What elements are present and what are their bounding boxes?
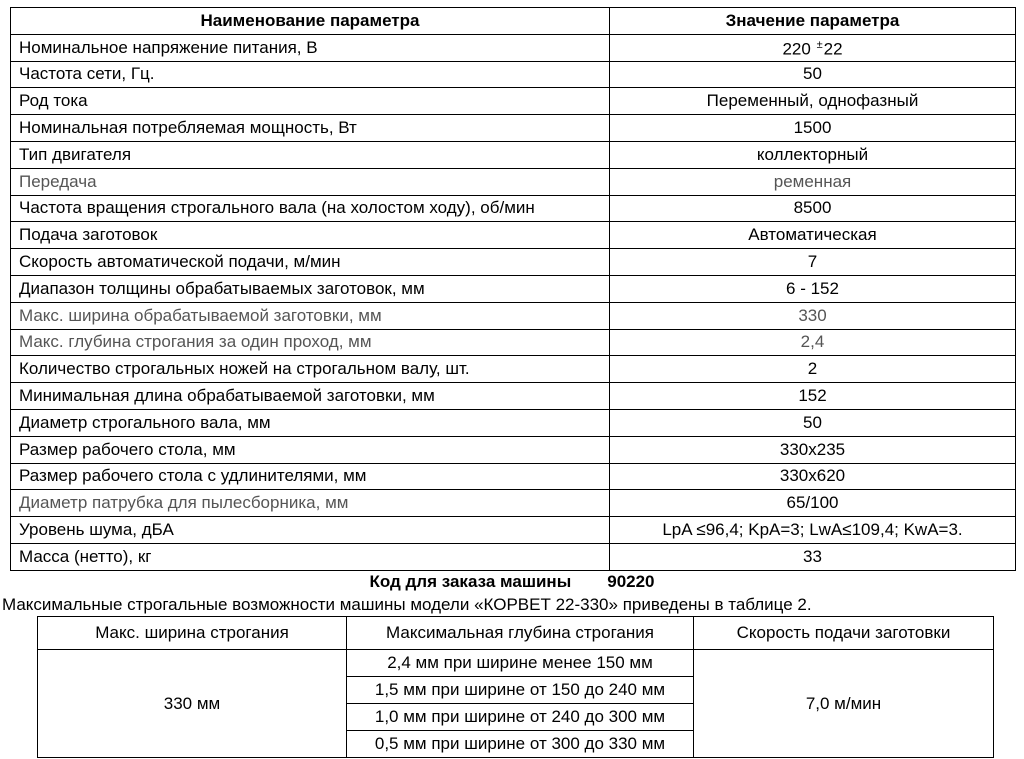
spec-param-value: 33 (610, 543, 1016, 570)
spec-param-name: Род тока (11, 88, 610, 115)
spec-param-value: 1500 (610, 115, 1016, 142)
capacity-table (37, 616, 994, 758)
spec-param-name: Подача заготовок (11, 222, 610, 249)
spec-param-name: Частота сети, Гц. (11, 61, 610, 88)
spec-row (11, 61, 1016, 88)
spec-param-value: 50 (610, 61, 1016, 88)
spec-row (11, 490, 1016, 517)
spec-param-value: коллекторный (610, 141, 1016, 168)
spec-param-name: Минимальная длина обрабатываемой заготовки, мм (11, 383, 610, 410)
spec-param-name: Номинальная потребляемая мощность, Вт (11, 115, 610, 142)
voltage-tolerance: 22 (823, 40, 843, 60)
spec-row (11, 222, 1016, 249)
spec-row (11, 141, 1016, 168)
voltage-value: 220 (782, 40, 811, 60)
capacity-header-row (38, 617, 994, 650)
spec-row (11, 329, 1016, 356)
capacity-header-depth: Максимальная глубина строгания (347, 617, 694, 650)
capacity-depth-value: 1,0 мм при ширине от 240 до 300 мм (347, 704, 694, 731)
spec-row (11, 543, 1016, 570)
spec-row (11, 463, 1016, 490)
spec-param-value: ременная (610, 168, 1016, 195)
capacity-header-feed: Скорость подачи заготовки (694, 617, 994, 650)
spec-row (11, 409, 1016, 436)
spec-param-value: 8500 (610, 195, 1016, 222)
spec-param-value: 2,4 (610, 329, 1016, 356)
spec-param-value: 330 (610, 302, 1016, 329)
spec-param-value: 330x620 (610, 463, 1016, 490)
spec-param-name: Частота вращения строгального вала (на холостом ходу), об/мин (11, 195, 610, 222)
spec-param-name: Диаметр строгального вала, мм (11, 409, 610, 436)
spec-param-value (610, 34, 1016, 61)
capacity-row (38, 650, 994, 677)
spec-param-value: 50 (610, 409, 1016, 436)
spec-param-value: 330x235 (610, 436, 1016, 463)
capacity-header-width: Макс. ширина строгания (38, 617, 347, 650)
spec-param-value: Переменный, однофазный (610, 88, 1016, 115)
spec-param-value: Автоматическая (610, 222, 1016, 249)
spec-param-name: Размер рабочего стола, мм (11, 436, 610, 463)
spec-row (11, 436, 1016, 463)
spec-table (10, 7, 1016, 571)
spec-row (11, 275, 1016, 302)
spec-param-value: 6 - 152 (610, 275, 1016, 302)
capacity-width-value: 330 мм (38, 650, 347, 758)
spec-param-value: 7 (610, 249, 1016, 276)
spec-param-name: Тип двигателя (11, 141, 610, 168)
spec-param-value: 152 (610, 383, 1016, 410)
spec-param-name: Масса (нетто), кг (11, 543, 610, 570)
spec-param-name: Диапазон толщины обрабатываемых заготовок, мм (11, 275, 610, 302)
spec-param-value: 65/100 (610, 490, 1016, 517)
spec-header-name: Наименование параметра (11, 8, 610, 35)
intro-text: Максимальные строгальные возможности машины модели «КОРВЕТ 22-330» приведены в таблице 2. (2, 595, 812, 614)
spec-row (11, 88, 1016, 115)
spec-row (11, 356, 1016, 383)
spec-param-name: Скорость автоматической подачи, м/мин (11, 249, 610, 276)
spec-row (11, 249, 1016, 276)
order-code-line (0, 572, 1024, 592)
spec-row (11, 383, 1016, 410)
spec-param-name: Макс. глубина строгания за один проход, мм (11, 329, 610, 356)
spec-param-name: Уровень шума, дБА (11, 517, 610, 544)
capacity-feed-value: 7,0 м/мин (694, 650, 994, 758)
order-code-value: 90220 (607, 572, 655, 591)
spec-param-name: Количество строгальных ножей на строгальном валу, шт. (11, 356, 610, 383)
spec-param-name: Макс. ширина обрабатываемой заготовки, мм (11, 302, 610, 329)
spec-param-value: LpA ≤96,4; KpA=3; LwA≤109,4; KwA=3. (610, 517, 1016, 544)
spec-param-name: Диаметр патрубка для пылесборника, мм (11, 490, 610, 517)
capacity-depth-value: 1,5 мм при ширине от 150 до 240 мм (347, 677, 694, 704)
spec-row (11, 302, 1016, 329)
spec-param-name: Размер рабочего стола с удлинителями, мм (11, 463, 610, 490)
order-code-label: Код для заказа машины (369, 572, 572, 591)
spec-param-value: 2 (610, 356, 1016, 383)
spec-param-name: Передача (11, 168, 610, 195)
capacity-depth-value: 0,5 мм при ширине от 300 до 330 мм (347, 731, 694, 758)
spec-row (11, 34, 1016, 61)
spec-header-value: Значение параметра (610, 8, 1016, 35)
plus-minus-sign: ± (816, 39, 823, 52)
spec-row (11, 168, 1016, 195)
spec-row (11, 115, 1016, 142)
spec-header-row (11, 8, 1016, 35)
capacity-depth-value: 2,4 мм при ширине менее 150 мм (347, 650, 694, 677)
spec-row (11, 517, 1016, 544)
spec-row (11, 195, 1016, 222)
spec-param-name: Номинальное напряжение питания, В (11, 34, 610, 61)
